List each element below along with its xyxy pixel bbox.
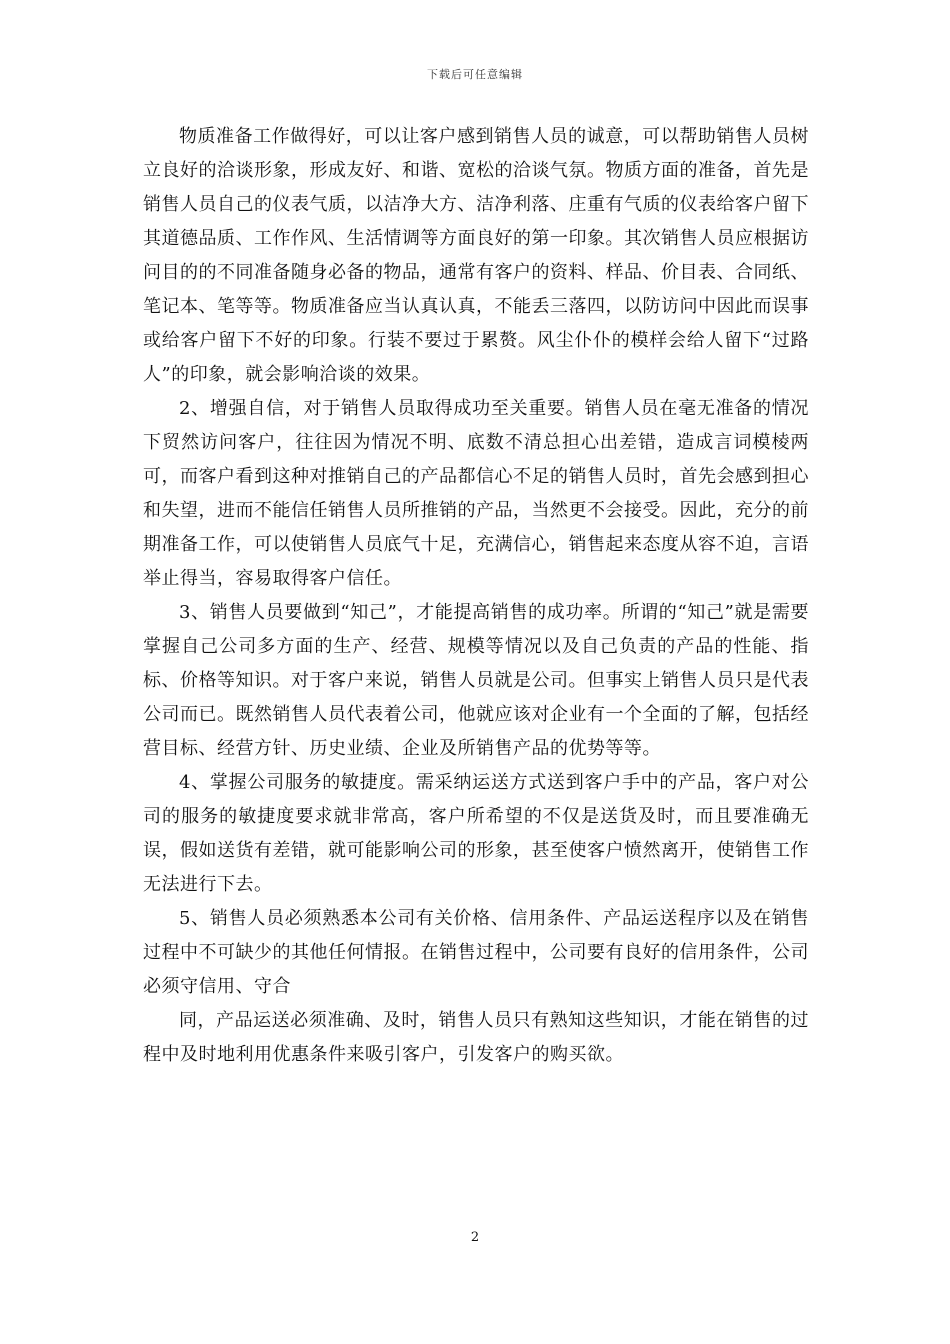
paragraph-material-preparation: 物质准备工作做得好，可以让客户感到销售人员的诚意，可以帮助销售人员树立良好的洽谈形象，形成友好、和谐、宽松的洽谈气氛。物质方面的准备，首先是销售人员自己的仪表气质，以洁净大方、洁净利落、庄重有气质的仪表给客户留下其道德品质、工作作风、生活情调等方面良好的第一印象。其次销售人员应根据访问目的的不同准备随身必备的物品，通常有客户的资料、样品、价目表、合同纸、笔记本、笔等等。物质准备应当认真认真，不能丢三落四，以防访问中因此而误事或给客户留下不好的印象。行装不要过于累赘。风尘仆仆的模样会给人留下“过路人”的印象，就会影响洽谈的效果。 [143, 126, 809, 385]
document-body [143, 120, 809, 1072]
header-note: 下载后可任意编辑 [427, 68, 523, 81]
paragraph-know-yourself: 3、销售人员要做到“知己”，才能提高销售的成功率。所谓的“知己”就是需要掌握自己公司多方面的生产、经营、规模等情况以及自己负责的产品的性能、指标、价格等知识。对于客户来说，销售人员就是公司。但事实上销售人员只是代表公司而已。既然销售人员代表着公司，他就应该对企业有一个全面的了解，包括经营目标、经营方针、历史业绩、企业及所销售产品的优势等等。 [143, 602, 809, 759]
page-number: 2 [470, 1230, 480, 1245]
paragraph-continuation: 同，产品运送必须准确、及时，销售人员只有熟知这些知识，才能在销售的过程中及时地利用优惠条件来吸引客户，引发客户的购买欲。 [143, 1010, 809, 1065]
paragraph-service-agility: 4、掌握公司服务的敏捷度。需采纳运送方式送到客户手中的产品，客户对公司的服务的敏捷度要求就非常高，客户所希望的不仅是送货及时，而且要准确无误，假如送货有差错，就可能影响公司的形象，甚至使客户愤然离开，使销售工作无法进行下去。 [143, 772, 809, 895]
paragraph-company-information: 5、销售人员必须熟悉本公司有关价格、信用条件、产品运送程序以及在销售过程中不可缺少的其他任何情报。在销售过程中，公司要有良好的信用条件，公司必须守信用、守合 [143, 908, 809, 997]
paragraph-confidence: 2、增强自信，对于销售人员取得成功至关重要。销售人员在毫无准备的情况下贸然访问客户，往往因为情况不明、底数不清总担心出差错，造成言词模棱两可，而客户看到这种对推销自己的产品都信心不足的销售人员时，首先会感到担心和失望，进而不能信任销售人员所推销的产品，当然更不会接受。因此，充分的前期准备工作，可以使销售人员底气十足，充满信心，销售起来态度从容不迫，言语举止得当，容易取得客户信任。 [143, 398, 809, 589]
